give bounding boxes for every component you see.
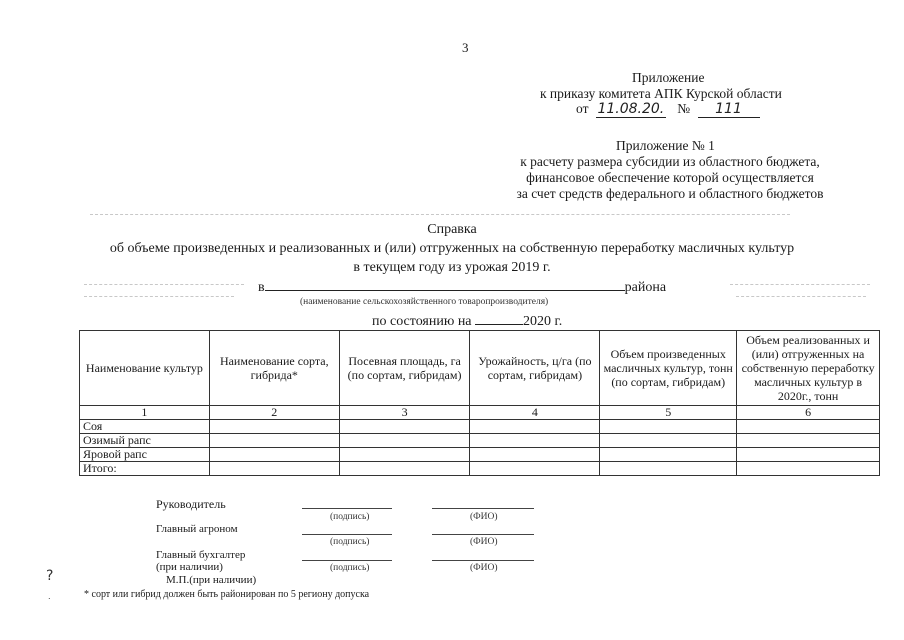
column-number-row — [80, 406, 880, 420]
header-produced-volume: Объем произведенных масличных культур, тонн (по сортам, гибридам) — [600, 331, 737, 406]
head-name-line[interactable] — [432, 508, 534, 509]
signature-caption: (подпись) — [330, 563, 370, 573]
annex-line-1: к расчету размера субсидии из областного бюджета, — [520, 154, 820, 169]
document-subtitle: об объеме произведенных и реализованных и (или) отгруженных на собственную переработку масличных культур — [109, 241, 795, 256]
agronomist-label: Главный агроном — [156, 523, 238, 535]
table-row-spring-rapeseed — [80, 448, 880, 462]
column-number: 6 — [737, 406, 880, 420]
oilseed-table — [79, 330, 880, 476]
scan-noise — [730, 284, 870, 286]
as-of-row — [372, 312, 562, 330]
name-caption: (ФИО) — [470, 512, 498, 522]
empty-cell[interactable] — [470, 420, 600, 434]
empty-cell[interactable] — [600, 434, 737, 448]
signature-caption: (подпись) — [330, 537, 370, 547]
number-sign: № — [677, 101, 691, 116]
footnote: * сорт или гибрид должен быть районирован по 5 региону допуска — [84, 589, 370, 600]
accountant-signature-line[interactable] — [302, 560, 392, 561]
agronomist-signature-line[interactable] — [302, 534, 392, 535]
empty-cell[interactable] — [600, 462, 737, 476]
empty-cell[interactable] — [339, 420, 470, 434]
table-row-winter-rapeseed — [80, 434, 880, 448]
scan-noise — [84, 296, 234, 298]
empty-cell[interactable] — [737, 420, 880, 434]
scan-noise — [90, 214, 790, 216]
header-sown-area: Посевная площадь, га (по сортам, гибридам) — [339, 331, 470, 406]
accountant-name-line[interactable] — [432, 560, 534, 561]
header-variety: Наименование сорта, гибрида* — [209, 331, 339, 406]
agronomist-name-line[interactable] — [432, 534, 534, 535]
appendix-title: Приложение — [632, 70, 705, 85]
producer-caption: (наименование сельскохозяйственного товаропроизводителя) — [300, 297, 549, 307]
scan-noise — [736, 296, 866, 298]
as-of-suffix: 2020 г. — [523, 314, 563, 329]
name-caption: (ФИО) — [470, 563, 498, 573]
annex-line-2: финансовое обеспечение которой осуществляется — [526, 170, 814, 185]
producer-row — [258, 278, 666, 296]
header-crop-name: Наименование культур — [80, 331, 210, 406]
table-row-total — [80, 462, 880, 476]
scan-mark: . — [48, 592, 51, 601]
empty-cell[interactable] — [737, 462, 880, 476]
empty-cell[interactable] — [209, 448, 339, 462]
total-label-cell: Итого: — [80, 462, 210, 476]
seal-label: М.П.(при наличии) — [166, 574, 257, 586]
appendix-order-reference: к приказу комитета АПК Курской области — [540, 86, 782, 101]
signature-caption: (подпись) — [330, 512, 370, 522]
page-number: 3 — [462, 40, 469, 55]
district-suffix: района — [624, 280, 667, 295]
scan-noise — [84, 284, 244, 286]
order-number-handwritten: 111 — [698, 101, 760, 118]
header-sold-volume: Объем реализованных и (или) отгруженных на собственную переработку масличных культур в 2020г., тонн — [737, 331, 880, 406]
table-row-soy — [80, 420, 880, 434]
annex-title: Приложение № 1 — [616, 138, 715, 153]
empty-cell[interactable] — [737, 434, 880, 448]
as-of-prefix: по состоянию на — [372, 314, 472, 329]
annex-line-3: за счет средств федерального и областного бюджетов — [516, 186, 824, 201]
accountant-if-any: (при наличии) — [156, 561, 223, 573]
empty-cell[interactable] — [600, 448, 737, 462]
empty-cell[interactable] — [339, 448, 470, 462]
empty-cell[interactable] — [737, 448, 880, 462]
head-signature-line[interactable] — [302, 508, 392, 509]
accountant-label: Главный бухгалтер — [156, 549, 246, 561]
name-caption: (ФИО) — [470, 537, 498, 547]
crop-name-cell: Соя — [80, 420, 210, 434]
head-label: Руководитель — [156, 497, 226, 511]
header-yield: Урожайность, ц/га (по сортам, гибридам) — [470, 331, 600, 406]
empty-cell[interactable] — [209, 462, 339, 476]
order-prefix: от — [576, 101, 589, 116]
empty-cell[interactable] — [470, 434, 600, 448]
empty-cell[interactable] — [209, 434, 339, 448]
crop-name-cell: Яровой рапс — [80, 448, 210, 462]
column-number: 4 — [470, 406, 600, 420]
empty-cell[interactable] — [470, 448, 600, 462]
order-date-handwritten: 11.08.20. — [597, 101, 665, 117]
empty-cell[interactable] — [209, 420, 339, 434]
column-number: 2 — [209, 406, 339, 420]
empty-cell[interactable] — [339, 434, 470, 448]
column-number: 3 — [339, 406, 470, 420]
crop-name-cell: Озимый рапс — [80, 434, 210, 448]
empty-cell[interactable] — [339, 462, 470, 476]
document-title: Справка — [427, 222, 477, 237]
producer-name-blank[interactable] — [265, 278, 625, 291]
in-prefix: в — [258, 280, 265, 295]
column-number: 1 — [80, 406, 210, 420]
as-of-date-blank[interactable] — [475, 312, 523, 325]
column-number: 5 — [600, 406, 737, 420]
scan-mark: ? — [46, 568, 54, 584]
empty-cell[interactable] — [470, 462, 600, 476]
empty-cell[interactable] — [600, 420, 737, 434]
document-subtitle-year: в текущем году из урожая 2019 г. — [353, 260, 551, 275]
appendix-order-row — [576, 101, 760, 118]
